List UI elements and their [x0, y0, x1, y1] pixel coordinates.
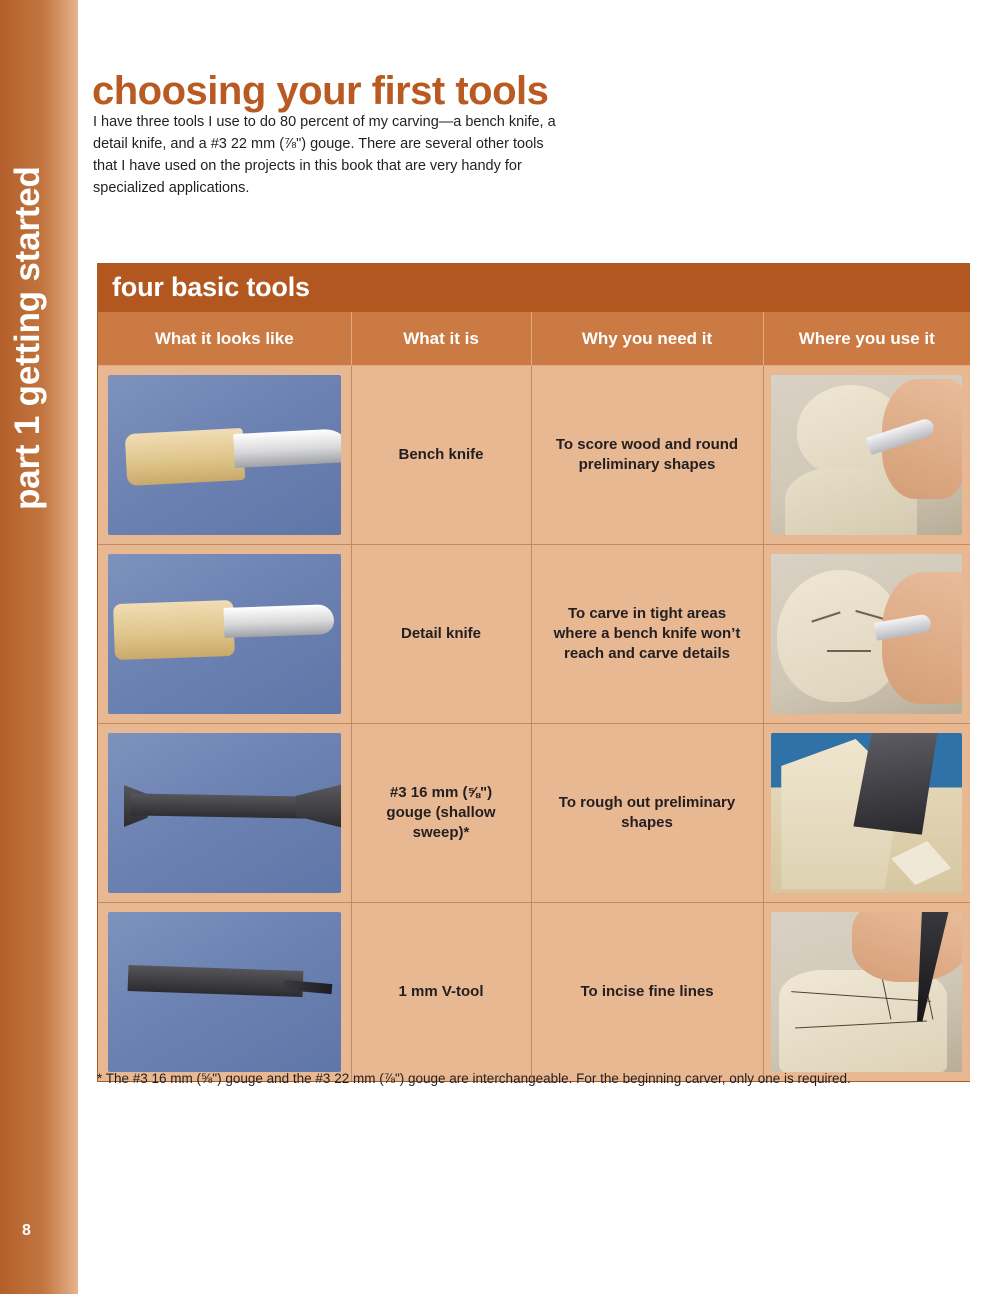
- table-row: [98, 545, 970, 724]
- page-number: 8: [22, 1222, 31, 1239]
- tool-name-cell: #3 16 mm (⅝") gouge (shallow sweep)*: [351, 724, 531, 903]
- carving-snowman-head-photo: [771, 375, 962, 535]
- knife-handle-shape: [113, 600, 235, 660]
- knife-blade-shape: [223, 604, 334, 638]
- table-footnote: * The #3 16 mm (⅝") gouge and the #3 22 mm (⅞") gouge are interchangeable. For the beginning carver, only one is required.: [97, 1070, 851, 1086]
- table-header-what-it-is: What it is: [351, 312, 531, 366]
- gouge-shank-shape: [130, 793, 310, 818]
- tool-name-cell: Bench knife: [351, 366, 531, 545]
- wood-chip-shape: [891, 841, 951, 885]
- usage-photo-cell: [763, 724, 970, 903]
- gouge-photo: [108, 733, 341, 893]
- table-banner: four basic tools: [98, 264, 969, 312]
- knife-handle-shape: [124, 428, 245, 486]
- detail-knife-photo: [108, 554, 341, 714]
- tool-photo-cell: [98, 724, 351, 903]
- tool-why-cell: To rough out preliminary shapes: [531, 724, 763, 903]
- part-side-tab: [0, 0, 78, 1294]
- incising-lines-with-v-tool-photo: [771, 912, 962, 1072]
- four-basic-tools-table: [97, 263, 970, 1082]
- table-row: [98, 724, 970, 903]
- table-header-why: Why you need it: [531, 312, 763, 366]
- tool-why-cell: To incise fine lines: [531, 903, 763, 1082]
- carving-face-details-photo: [771, 554, 962, 714]
- table-row: [98, 366, 970, 545]
- table-header-where: Where you use it: [763, 312, 970, 366]
- tool-photo-cell: [98, 903, 351, 1082]
- part-side-tab-label: part 1 getting started: [8, 166, 47, 510]
- tool-photo-cell: [98, 545, 351, 724]
- tool-why-cell: To carve in tight areas where a bench knife won’t reach and carve details: [531, 545, 763, 724]
- intro-paragraph: I have three tools I use to do 80 percent of my carving—a bench knife, a detail knife, and a #3 22 mm (⅞") gouge. There are several other tools that I have used on the projects in this book that are very handy for specialized applications.: [93, 113, 556, 196]
- page-title: choosing your first tools: [92, 68, 549, 113]
- part-side-tab-label-wrap: [0, 0, 78, 1294]
- usage-photo-cell: [763, 545, 970, 724]
- tool-name-cell: Detail knife: [351, 545, 531, 724]
- hand-shape: [882, 572, 962, 704]
- bench-knife-photo: [108, 375, 341, 535]
- sketch-line: [827, 650, 871, 652]
- table-row: [98, 903, 970, 1082]
- roughing-out-with-gouge-photo: [771, 733, 962, 893]
- tool-photo-cell: [98, 366, 351, 545]
- knife-blade-shape: [233, 428, 341, 468]
- v-tool-shank-shape: [127, 965, 303, 997]
- table-header-looks-like: What it looks like: [98, 312, 351, 366]
- usage-photo-cell: [763, 903, 970, 1082]
- tools-table: [98, 312, 970, 1081]
- usage-photo-cell: [763, 366, 970, 545]
- page-content: [92, 0, 972, 1294]
- v-tool-photo: [108, 912, 341, 1072]
- table-header-row: [98, 312, 970, 366]
- tool-why-cell: To score wood and round preliminary shapes: [531, 366, 763, 545]
- gouge-blade-shape: [296, 783, 341, 829]
- tool-name-cell: 1 mm V-tool: [351, 903, 531, 1082]
